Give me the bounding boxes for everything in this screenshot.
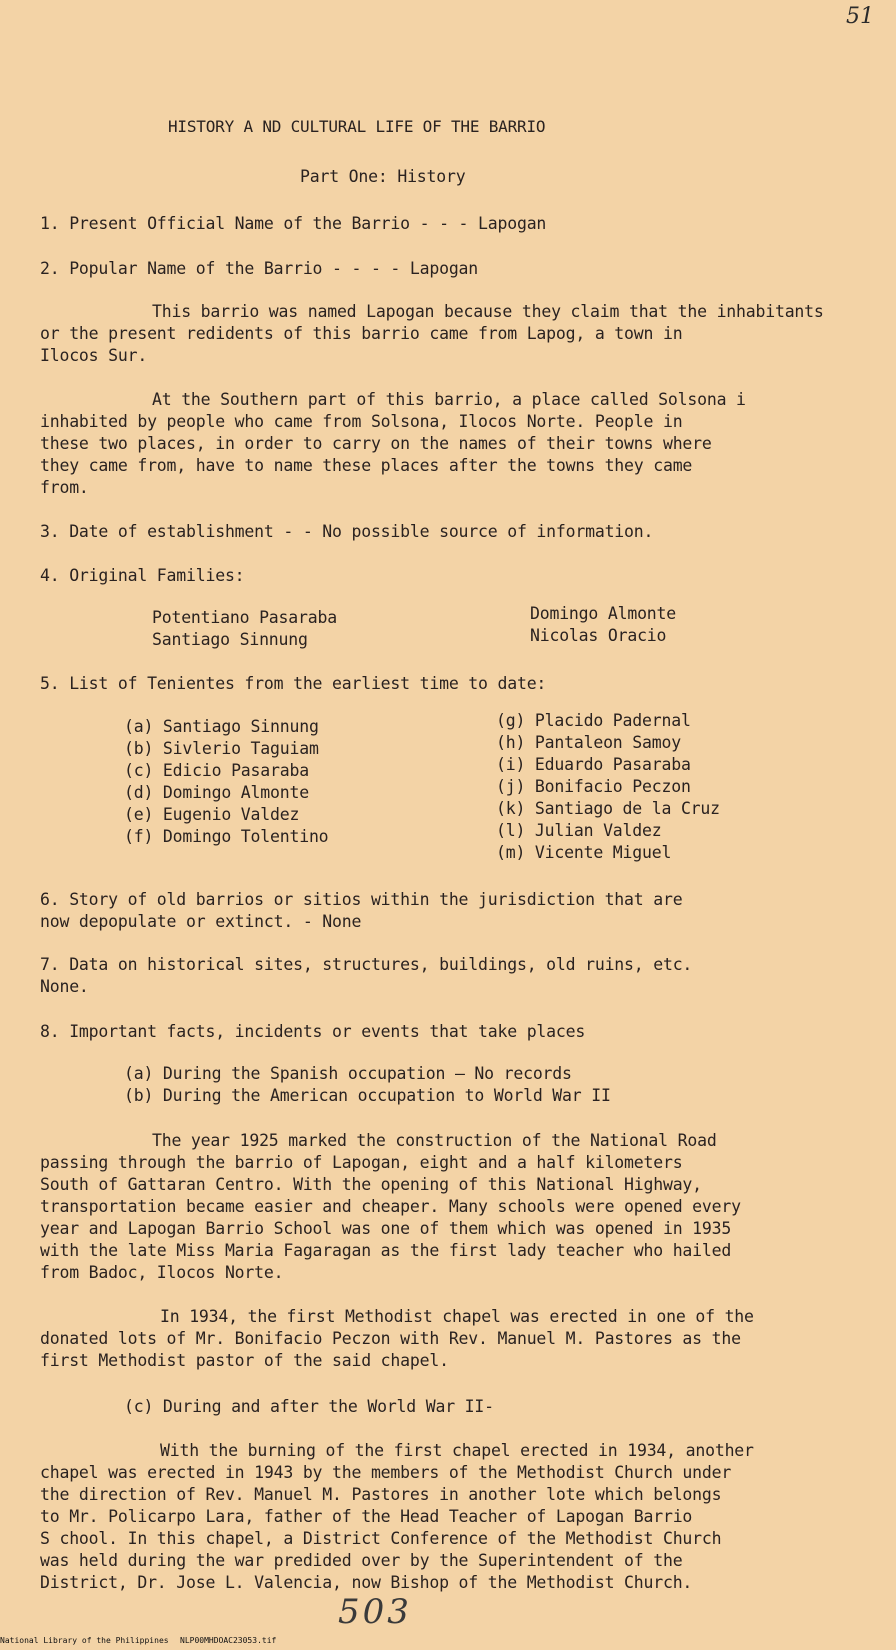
teniente-item: (d) Domingo Almonte	[124, 783, 309, 802]
teniente-item: (e) Eugenio Valdez	[124, 805, 300, 824]
paragraph-2-line: from.	[40, 478, 89, 497]
section-subtitle: Part One: History	[300, 167, 466, 186]
paragraph-2-line: At the Southern part of this barrio, a place called Solsona i	[152, 390, 746, 409]
teniente-item: (b) Sivlerio Taguiam	[124, 739, 319, 758]
question-6-line: now depopulate or extinct. - None	[40, 912, 362, 931]
question-8-item: (a) During the Spanish occupation — No records	[124, 1064, 572, 1083]
paragraph-3-line: from Badoc, Ilocos Norte.	[40, 1263, 284, 1282]
paragraph-3-line: The year 1925 marked the construction of the National Road	[152, 1131, 717, 1150]
paragraph-5-line: District, Dr. Jose L. Valencia, now Bishop of the Methodist Church.	[40, 1573, 693, 1592]
paragraph-1-line: This barrio was named Lapogan because they claim that the inhabitants	[152, 302, 824, 321]
question-7-line: 7. Data on historical sites, structures, buildings, old ruins, etc.	[40, 955, 693, 974]
paragraph-3-line: transportation became easier and cheaper. Many schools were opened every	[40, 1197, 741, 1216]
question-2: 2. Popular Name of the Barrio - - - - Lapogan	[40, 259, 479, 278]
paragraph-2-line: they came from, have to name these places after the towns they came	[40, 456, 693, 475]
teniente-item: (a) Santiago Sinnung	[124, 717, 319, 736]
question-8: 8. Important facts, incidents or events that take places	[40, 1022, 586, 1041]
corner-page-number: 51	[846, 4, 874, 29]
paragraph-3-line: South of Gattaran Centro. With the opening of this National Highway,	[40, 1175, 702, 1194]
question-7-line: None.	[40, 977, 89, 996]
paragraph-1-line: Ilocos Sur.	[40, 346, 148, 365]
document-title: HISTORY A ND CULTURAL LIFE OF THE BARRIO	[168, 117, 546, 136]
teniente-item: (i) Eduardo Pasaraba	[496, 755, 691, 774]
paragraph-3-line: passing through the barrio of Lapogan, eight and a half kilometers	[40, 1153, 683, 1172]
question-6-line: 6. Story of old barrios or sitios within the jurisdiction that are	[40, 890, 683, 909]
teniente-item: (c) Edicio Pasaraba	[124, 761, 309, 780]
paragraph-4-line: first Methodist pastor of the said chapel.	[40, 1351, 449, 1370]
paragraph-5-line: With the burning of the first chapel erected in 1934, another	[160, 1441, 754, 1460]
question-8c: (c) During and after the World War II-	[124, 1397, 494, 1416]
teniente-item: (m) Vicente Miguel	[496, 843, 672, 862]
question-4: 4. Original Families:	[40, 566, 245, 585]
footer-file-name: NLP00MHDOAC23053.tif	[180, 1636, 277, 1645]
teniente-item: (h) Pantaleon Samoy	[496, 733, 681, 752]
paragraph-5-line: was held during the war predided over by the Superintendent of the	[40, 1551, 683, 1570]
paragraph-5-line: chapel was erected in 1943 by the members of the Methodist Church under	[40, 1463, 732, 1482]
question-5: 5. List of Tenientes from the earliest time to date:	[40, 674, 547, 693]
family-name: Potentiano Pasaraba	[152, 608, 337, 627]
paragraph-4-line: In 1934, the first Methodist chapel was erected in one of the	[160, 1307, 754, 1326]
family-name: Domingo Almonte	[530, 604, 677, 623]
teniente-item: (j) Bonifacio Peczon	[496, 777, 691, 796]
teniente-item: (f) Domingo Tolentino	[124, 827, 329, 846]
paragraph-3-line: year and Lapogan Barrio School was one of them which was opened in 1935	[40, 1219, 732, 1238]
teniente-item: (g) Placido Padernal	[496, 711, 691, 730]
paragraph-4-line: donated lots of Mr. Bonifacio Peczon with Rev. Manuel M. Pastores as the	[40, 1329, 741, 1348]
question-1: 1. Present Official Name of the Barrio - - - Lapogan	[40, 214, 547, 233]
teniente-item: (l) Julian Valdez	[496, 821, 662, 840]
paragraph-1-line: or the present redidents of this barrio came from Lapog, a town in	[40, 324, 683, 343]
paragraph-5-line: to Mr. Policarpo Lara, father of the Head Teacher of Lapogan Barrio	[40, 1507, 693, 1526]
question-3: 3. Date of establishment - - No possible source of information.	[40, 522, 654, 541]
family-name: Nicolas Oracio	[530, 626, 667, 645]
paragraph-5-line: the direction of Rev. Manuel M. Pastores in another lote which belongs	[40, 1485, 722, 1504]
paragraph-5-line: S chool. In this chapel, a District Conference of the Methodist Church	[40, 1529, 722, 1548]
paragraph-2-line: inhabited by people who came from Solsona, Ilocos Norte. People in	[40, 412, 683, 431]
question-8-item: (b) During the American occupation to World War II	[124, 1086, 611, 1105]
handwritten-page-number: 503	[338, 1592, 412, 1632]
paragraph-3-line: with the late Miss Maria Fagaragan as the first lady teacher who hailed	[40, 1241, 732, 1260]
family-name: Santiago Sinnung	[152, 630, 308, 649]
teniente-item: (k) Santiago de la Cruz	[496, 799, 720, 818]
paragraph-2-line: these two places, in order to carry on the names of their towns where	[40, 434, 712, 453]
footer-library-credit: National Library of the Philippines	[0, 1636, 169, 1645]
